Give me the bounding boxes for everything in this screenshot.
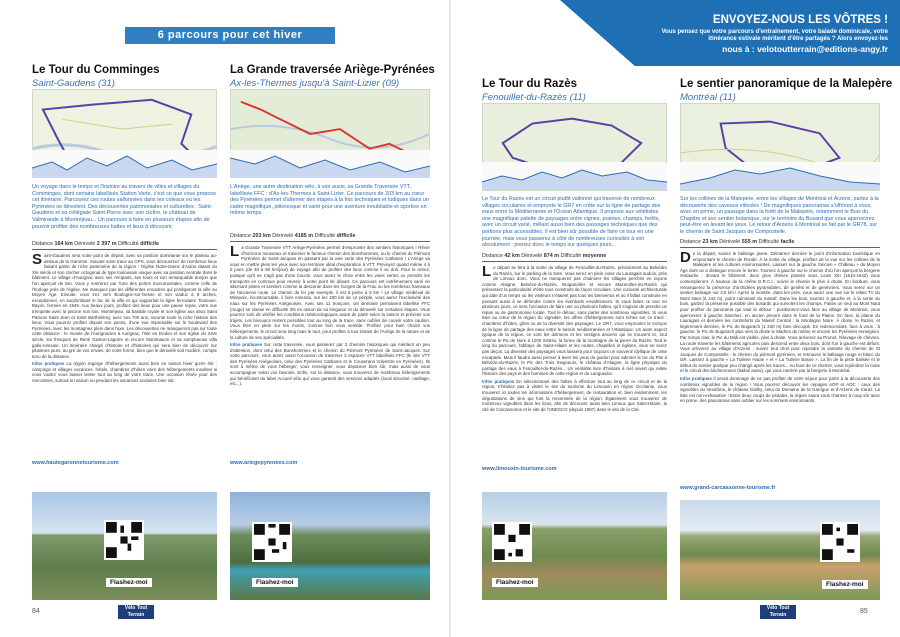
tourism-link[interactable]: www.limouxin-tourisme.com	[482, 466, 557, 472]
qr-icon	[254, 524, 290, 560]
practical-info	[482, 379, 667, 413]
route-subtitle: Montréal (11)	[680, 92, 736, 103]
info-label: Infos pratiques	[230, 342, 263, 348]
route-body	[230, 245, 430, 387]
route-header-1	[32, 64, 217, 89]
info-label: Infos pratiques	[680, 376, 712, 382]
difficulte-value: difficile	[336, 233, 356, 239]
route-body-text: e la départ, suivez le balisage jaune. Démarrez derrière le point d'information touristique en empruntant le chemin de Ronde. À la sortie du village, profitez de la vue sur les collines de la Malepère et les cultures environnantes. Laissez sur la gauche l'ancien « Château » du Moyen Âge dont on a distingue encore le tertre. Tournez à gauche sur le chemin d'où l'on aperçoit la bergerie restaurée : devant le bâtiment, deux gros chênes plantés sous Louis XIII (1610-1643) vous contempleront. À hauteur de la chêne D.R.C.I., suivre le chemin le plus à droite. En bordure, vous remarquerez la présence d'orchidées pyramidales, de genêts et de genévriers. Vous serez sur un sentier balisage sur 3,5 km ! Après la montée, dans les prés, vous aurez une vue sur le relais TV du Mont Naut (à 442 m), point culminant du massif. Dans les bois, tournez à gauche et, à la sortie du bois, gardez la présence possible des busards qui survolent les champs. Faites un seul au Mont Naut pour profiter du panorama qui vaut le détour : positionnez-vous face au village de Montréal, vous apercevrez à gauche Sanchez, en ancien prieuré dans le fond de la Plaine. En face, la plaine du Lauragais et dernière les contreforts du Massif Central : la Montagne Noire. À droite, le Razès, et légèrement derrière, le Pic de Bugarach (1 230 m) bien découpé. En redescendant, face à vous : à gauche, le Pic de Bugarach plus vers la droite le Madres de même et encore les Pyrénées enneigées. Par temps clair, le Pic du Midi est visible, plus à droite. Vous arriverez au Prunet, l'élevage de chèvres. La route traverse les bâtiments agricoles puis descend entre deux bois, dont l'un à gauche est défunt. Vous arriverez au village d'Arzens ; suivez tout droit pour rejoindre la variante du chemin de St Jacques de Compostelle : le chemin du piémont pyrénéen, et retrouvez le balisage rouge et blanc du GR. Laissez à gauche « La Tuilerie Haute » et « La Tuilerie Basse ». La fin de la piste balisée et le début du sentier quelque peu changé après les traces... Au bout de ce chemin, vous rejoindrez la route et le circuit des bûcheronnes (balisé aussi), qui vous ramène par la bergerie à Montréal.	[680, 251, 880, 374]
difficulte-label: Difficulté	[118, 241, 139, 247]
denivele-label: Dénivelé	[719, 239, 741, 245]
info-text: En sélectionnant des haltes à effectuer tout au long de ce circuit et de la région, n'hésitez pas à visiter le site du tourisme du Limouxin en région Occitanie, vous trouverez ici toutes les informations d'hébergement, de restauration et, bien évidemment, les dégustations de vins qui font la renommée de la région. Également vous trouverez de nombreux vignobles dans les lieux, afin de découvrir aussi bien Limoux que Saint-Hilaire, la cité de Carcassonne et le site de l'UNESCO (depuis 1997) dans le site de la Cité.	[482, 378, 667, 412]
difficulte-value: difficile	[140, 241, 159, 247]
submission-title: ENVOYEZ-NOUS LES VÔTRES !	[712, 14, 888, 26]
info-label: Infos pratiques	[482, 378, 515, 384]
route-body	[680, 251, 880, 404]
route-intro: L'Ariège, une autre destination vélo, à voir aussi, sa Grande Traversée VTT, labellisée FFC : d'Ax-les-Thermes à Saint-Lizier. Ce parcours de 203 km au cœur des Pyrénées permet d'alterner des étapes à la fois techniques et ludiques dans un cadre magnifique, pittoresque et varié pour une aventure inoubliable et sportive en même temps.	[230, 184, 429, 217]
landscape-photo	[482, 492, 667, 600]
tourism-link[interactable]: www.grand-carcassonne-tourisme.fr	[680, 485, 776, 491]
route-stats	[482, 253, 667, 262]
info-text: La région regorge d'hébergements aussi bien en saison hiver qu'en été : campings et villages vacances, hôtels, chambres d'hôtes voire des hébergements insolites si vous voulez vous laisser tenter tout au long de votre trace. Une occasion rêvée pour des rencontres, surtout en saison ou pendant les vacances scolaires bien sûr.	[32, 361, 217, 384]
practical-info	[32, 361, 217, 383]
route-subtitle: Ax-les-Thermes jusqu'à Saint-Lizier (09)	[230, 78, 400, 89]
section-banner: 6 parcours pour cet hiver	[125, 27, 335, 44]
route-body-text: e départ se fera à la sortie du village de Fenouillet-du-Razès, précisément au Belvèdre du Razès, sur le parking de la Sam. Vous serez en plein cœur du Lauragais audois, près de Limoux donc. Vous ne manquerez pas d'admirer les villages perchés en rayons comme Alaigne, Belvèze-du-Razès, Brugairolles et encore Mazerolles-du-Razès qui présentent la particularité d'être tous construits de façon circulaire. Une curiosité architecturale qui date d'un temps où les visiteurs n'étaient pas tous les bienvenus et où il fallait construire en pensant aussi à se défendre contre les éventuels envahisseurs. Si vous faites ce tour en plusieurs jours, ce sera l'occasion de faire une ou plusieurs haltes, qu'il s'agisse de prendre un repas ou de gastronomie locale. Tout le détour, sans parler des nombreux vignobles. Si vous êtes au cœur de la région du vignoble, les offres d'hébergement sont riches sur ce tracé : chambres d'hôtes, gîtes ou de la diversité des paysages. Le GR7, vous empruntez le tronçon de la ligne de partage des eaux entre le bassin méditerranéen et l'Atlantique. Un autre aspect typique de la région, ce sont les dolmens et les vestiges anciens qui se trouvent ici, tout comme le Pic de Nore à 1200 mètres, la forme de la montagne de la pierre du Razès. Tout le long du parcours, l'abbaye de Saint-Hilaire et les routes, chapelles et églises, vous ne serez pas déçus. La diversité des paysages vous laissera pour toujours un souvenir idyllique de cette escapade. Mais il faudra aussi penser à lever les yeux du guidon pour admirer le lac du Pite à Belvèze-du-Razès, le Pic des Trois Seigneurs, le château d'Alaigne, la ligne physique du partage des eaux à Fenouillet-du-Razès... Un véritable livre d'histoire à ciel ouvert qui relate l'histoire des pays et des hommes de cette région et du Languedoc.	[482, 265, 667, 377]
route-intro: Sur les collines de la Malepère, entre les villages de Montréal et Arzens, partez à la découverte des caveaux viticoles ! De magnifiques panoramas s'offriront à vous, avec en prime, un passage dans la forêt de la Malepère, notamment le Bois du Chapitre et son sentier botanique, sur le territoire du Busard que vous apercevrez peut-être en levant les yeux. Le retour d'Arzens à Montréal se fait par le GR78, sur le chemin de Saint Jacques de Compostelle.	[680, 196, 879, 235]
tourism-link[interactable]: www.ariegepyrenees.com	[230, 460, 298, 466]
practical-info	[230, 342, 430, 387]
qr-icon	[822, 524, 858, 560]
route-body-text: aint-Gaudens sera votre point de départ, avec sa position dominante sur le plateau au-dessus de la Garonne. Suivant votre trace au GPS, vous découvrirez de nombreux lieux faisant partie de riche patrimoine de la région : l'église Notre-Dame d'Aulon datant du XIe siècle et son clocher octogonal de type toulousain unique avec sa position centrale dans le bâtiment. Le village d'Aurignac avec ses remparts, ses tours et son remarquable donjon que l'on aperçoit de loin. Vous y rentrerez par l'une des portes monumentales, comme celle de l'horloge près de l'église. Ne manquez pas les différentes encadres qui protègeront la ville au Moyen Âge. Ensuite, vous irez vers Boulogne-sur-Gesse et son viaduc à 8 arches, exceptionnel, en surplombant le lac de la ville et qui supportait la ligne ferroviaire Toulouse-Bayon, fermée en 1949. Aux beaux jours, profitez des lieux pour une pause repas, votre vue trempette avec la piscine non loin. Montréjeau, sa bastide royale et son église aux deux Saint Patrons Saint Jean et Saint Barthélémy, avec ses 700 ans, raconte toute la riche histoire des lieux. Vous pourrez profiter depuis son parvis, d'une vue imprenable sur le boulevard des Pyrénées, avec les montagnes plein dans l'axe. Les découvertes ne manqueront pas sur toute cette distance : le musée de l'Aurignacien à Aurignac, l'Isle en Dodon et son église du XIVe siècle, les fresques de René Gaston-Lagorre et encore Montmaurin et sa somptueuse villa gallo-romaine. Un itinéraire chargé d'histoire et d'histoires qui sera bien de découvrir sur plusieurs jours, au gré de vos envies, de votre forme, bien que le dénivelé soit modéré, compte tenu de la distance.	[32, 253, 217, 359]
route-stats	[680, 239, 880, 248]
route-title: La Grande traversée Ariège-Pyrénées	[230, 64, 435, 76]
submission-email[interactable]: nous à : velotoutterrain@editions-angy.fr	[722, 44, 888, 54]
page-number-right: 85	[860, 608, 868, 615]
difficulte-value: facile	[780, 239, 795, 245]
route-intro: Le Tour du Razès est un circuit plutôt vallonné qui traverse de nombreux villages circulaires et emprunte le GR7 en crête sur la ligne de partage des eaux entre la Méditerranée et l'Océan Atlantique. Il propose aux vététistes une magnifique palette de paysages entre vignes, prairies, champs, forêts, avec un circuit varié, mêlant aussi bien des passages techniques que des portions plus accessibles. Il est bien sûr possible de faire ce tour en une journée, mais vous passerez à côté de nombreuses curiosités à voir absolument : prenez donc le temps sur quelques jours...	[482, 196, 661, 249]
qr-code[interactable]	[252, 522, 292, 562]
dropcap: L	[230, 243, 240, 260]
elevation-profile	[482, 162, 667, 190]
distance-label: Distance	[680, 239, 701, 245]
route-title: Le Tour du Comminges	[32, 64, 160, 76]
route-subtitle: Saint-Gaudens (31)	[32, 78, 115, 89]
denivele-value: 2 397 m	[96, 241, 117, 247]
qr-code[interactable]	[104, 520, 144, 560]
denivele-value: 874 m	[543, 253, 560, 259]
denivele-value: 4185 m	[294, 233, 314, 239]
landscape-photo	[230, 492, 430, 600]
elevation-profile	[680, 162, 880, 190]
denivele-label: Dénivelé	[272, 233, 294, 239]
info-text: Sur cette traversée, vous passerez par 3 chemins historiques qui méritent un peu d'attention, dont celui des Bonshommes et le chemin du Piémont Pyrénéen de Saint-Jacques. Sur votre parcours, vous aurez aussi l'occasion de traverser 3 espaces VTT labellisés FFC (le site VTT des Pyrénées Ariégeoises, celui des Pyrénées Cathares et le Couserans Volvestre en Pyrénées). Ils sont à même de vous héberger, vous renseigner, vous dépanner bien sûr, mais aussi de vous accompagner selon vos besoins. Enfin, sur la distance, vous trouverez de nombreux hébergements qui bénéficient du label Accueil vélo qui vous garantit des services adaptés (local sécurisé, outillage, etc...).	[230, 342, 430, 387]
distance-value: 164 km	[54, 241, 73, 247]
route-header-3	[482, 78, 667, 103]
distance-value: 23 km	[702, 239, 718, 245]
tourism-link[interactable]: www.hautegaronnetourisme.com	[32, 460, 119, 466]
route-body	[482, 265, 667, 412]
difficulte-label: Difficulté	[314, 233, 336, 239]
flash-label: Flashez-moi	[822, 580, 868, 589]
difficulte-label: Difficulté	[758, 239, 780, 245]
route-header-4	[680, 78, 893, 103]
dropcap: D	[680, 249, 691, 266]
denivele-value: 555 m	[741, 239, 758, 245]
route-title: Le Tour du Razès	[482, 78, 577, 90]
route-title: Le sentier panoramique de la Malepère	[680, 78, 893, 90]
qr-code[interactable]	[492, 522, 532, 562]
practical-info	[680, 376, 880, 404]
difficulte-label: Difficulté	[560, 253, 582, 259]
info-text: Il serait dommage de ne pas profiter de votre séjour pour partir à la découverte des nombreux vignobles de la région ! Vous pourrez découvrir les cépages AOP et AOC : ceux des vignobles du Vendôme, le château Gailhy, celui du Domaine de la Garrigue et d'Arzens de Caraz. La liste est non-exhaustive ! Entre deux coups de pédales, la région saura vous charmer à coup sûr avec en prime, des panoramas sans oublier sur les sommets environnants.	[680, 376, 880, 404]
distance-label: Distance	[482, 253, 503, 259]
dropcap: S	[32, 251, 43, 268]
page-number-left: 84	[32, 608, 40, 615]
info-label: Infos pratiques	[32, 361, 65, 367]
submission-text: Vous pensez que votre parcours d'entraînement, votre balade dominicale, votre itinérance estivale méritent d'être partagés ? Alors envoyez-les	[661, 29, 888, 42]
dropcap: L	[482, 263, 492, 280]
flash-label: Flashez-moi	[492, 578, 538, 587]
route-stats	[230, 233, 430, 242]
qr-code[interactable]	[820, 522, 860, 562]
route-body-text: a Grande Traversée VTT Ariège-Pyrénées permet d'emprunter des sentiers historiques ! Rêver d'horizons nouveaux et traverser le fameux chemin des Bonshommes, ou le chemin du Piémont Pyrénéen de Saint-Jacques en passant par la voie verte des Pyrénées Cathares ! L'Ariège va vous en mettre plein les yeux avec son territoire idéal d'exploration à VTT. Prévoyez quand même 4 à 5 jours (de 40 à 60 km/jour) de voyage afin de profiter des lieux comme il se doit. Pour le retour, puisque qu'il ne s'agit pas d'une boucle, vous aurez le choix entre les voies vertes ou prendre les transports en commun pour revenir à votre point de départ. Ce parcours est extrêmement varié en alternant pistes et sentiers comme la descente dans les Gorges de la Frau ou les nombreux hameaux de l'ancienne route. Le chemin de fer par exemple, il est à peine à 5 km ! Le village médiéval de Mirepoix, incontournable, il bien entendu, sur les 200 km de ce périple, vous aurez l'exclusivité des eaux sur les Pyrénées Ariégeoises. Avec ses 11 tronçons, cet itinéraire permanent labellisé FFC (rouge) se classe en difficulté 3/5 en raison de sa longueur et du dénivelé sur certaines étapes. Vous pourrez soin de vérifier les conditions météorologiques avant de partir selon la saison et prévenir vos trajets. Les bivouacs restent possibles tout au long de la trace, sans oublier de couvrir votre caution. Vous êtes en plein sur les monts, comme bon vous semble. Profitez pour bien choisir vos hébergements, le circuit sera long mais le tout, pour profiter à tout instant de l'Ariège de la nature et de la culture de ses spécialités.	[230, 245, 430, 340]
route-subtitle: Fenouillet-du-Razès (11)	[482, 92, 586, 103]
distance-label: Distance	[32, 241, 53, 247]
denivele-label: Dénivelé	[74, 241, 96, 247]
flash-label: Flashez-moi	[252, 578, 298, 587]
distance-value: 203 km	[252, 233, 271, 239]
distance-label: Distance	[230, 233, 251, 239]
route-stats	[32, 241, 217, 250]
page-gutter	[449, 0, 451, 637]
landscape-photo	[32, 492, 217, 600]
flash-label: Flashez-moi	[106, 578, 152, 587]
qr-icon	[106, 522, 142, 558]
difficulte-value: moyenne	[582, 253, 607, 259]
distance-value: 42 km	[504, 253, 520, 259]
magazine-logo: Vélo Tout Terrain	[760, 605, 796, 619]
elevation-profile	[32, 150, 217, 178]
denivele-label: Dénivelé	[521, 253, 543, 259]
qr-icon	[494, 524, 530, 560]
magazine-logo: Vélo Tout Terrain	[118, 605, 154, 619]
landscape-photo	[680, 500, 880, 600]
route-body	[32, 253, 217, 384]
route-header-2	[230, 64, 435, 89]
route-intro: Un voyage dans le temps et l'histoire au travers de villes et villages du Comminges, dont certains labellisés Station Verte, c'est ce que vous propose cet itinéraire. Parcourez ces routes vallonnées dans les coteaux où les Pyrénées se dévoilent. Des découvertes patrimoniales et culturelles : Saint-Gaudens et sa collégiale Saint-Pierre avec son cloître, le château de Valmirande à Montréjeau... Un parcours à faire en plusieurs étapes afin de pouvoir profiter des nombreuses haltes et lieux à découvrir.	[32, 184, 217, 230]
elevation-profile	[230, 150, 430, 178]
